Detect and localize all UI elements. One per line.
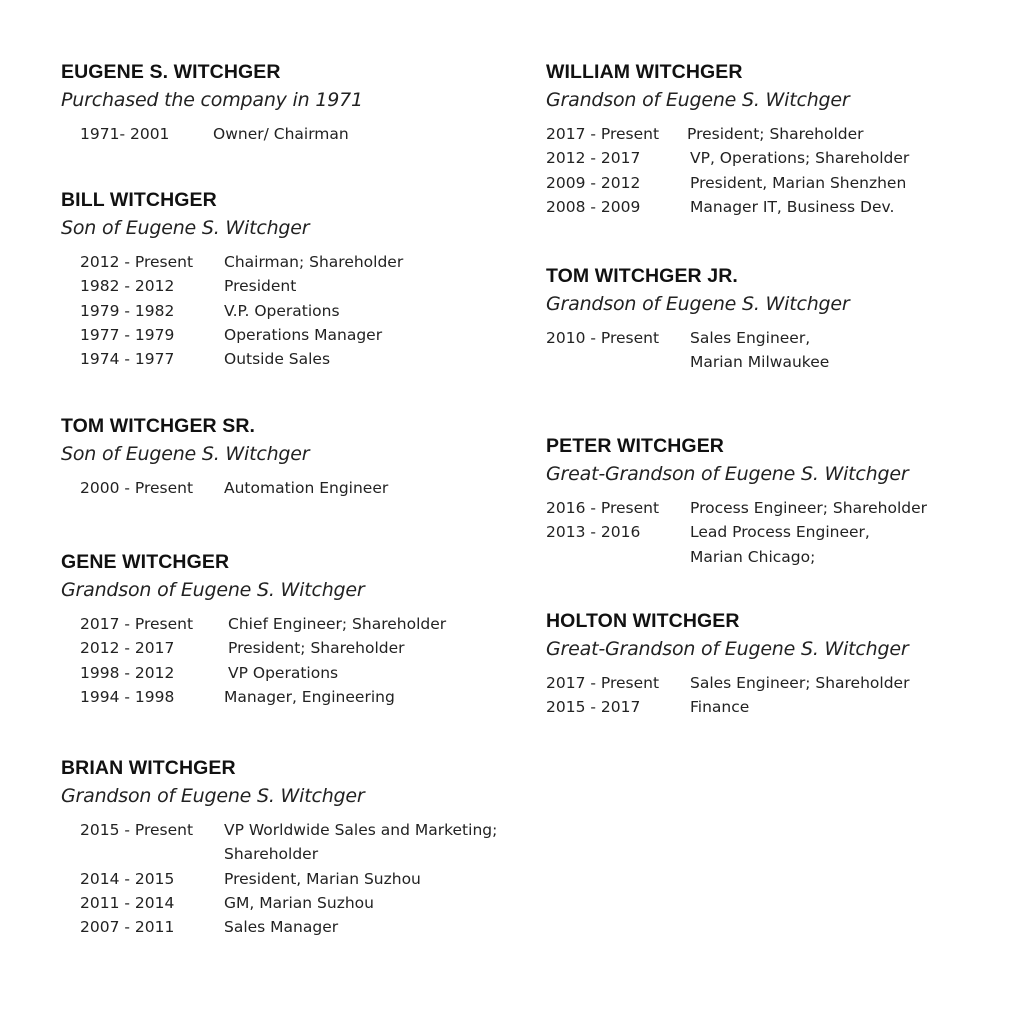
role-row — [546, 171, 1016, 195]
role-list — [546, 671, 1016, 720]
role-list — [80, 250, 531, 371]
person-william-witchger — [546, 60, 1016, 219]
role-row — [546, 496, 1016, 520]
role-title-continuation: Marian Milwaukee — [690, 353, 830, 372]
role-row — [80, 818, 531, 842]
person-relation: Great-Grandson of Eugene S. Witchger — [546, 463, 909, 485]
role-title: Owner/ Chairman — [213, 125, 349, 143]
person-holton-witchger — [546, 609, 1016, 720]
role-list — [80, 476, 531, 500]
role-title: Chairman; Shareholder — [224, 253, 404, 271]
person-bill-witchger — [61, 188, 531, 371]
role-row — [80, 299, 531, 323]
person-name: BRIAN WITCHGER — [61, 757, 236, 779]
role-row — [80, 250, 531, 274]
role-title: VP, Operations; Shareholder — [690, 149, 910, 168]
role-years: 1982 - 2012 — [80, 277, 175, 296]
role-years: 1998 - 2012 — [80, 663, 175, 682]
person-relation: Grandson of Eugene S. Witchger — [546, 293, 850, 315]
role-title: V.P. Operations — [224, 301, 340, 320]
role-title: President, Marian Shenzhen — [690, 173, 907, 192]
person-name: TOM WITCHGER JR. — [546, 265, 738, 287]
person-relation: Purchased the company in 1971 — [61, 89, 363, 111]
role-title: President; Shareholder — [687, 125, 864, 143]
role-title: President — [224, 277, 297, 296]
role-years: 2008 - 2009 — [546, 197, 641, 216]
role-row — [80, 891, 531, 915]
role-row — [546, 671, 1016, 695]
role-title: Sales Manager — [224, 918, 339, 937]
role-row — [80, 867, 531, 891]
right-column — [546, 0, 1016, 1030]
role-years: 1974 - 1977 — [80, 350, 175, 369]
role-years: 2007 - 2011 — [80, 918, 175, 937]
person-name: GENE WITCHGER — [61, 551, 230, 573]
role-row — [80, 274, 531, 298]
role-title: Lead Process Engineer, — [690, 523, 870, 542]
person-eugene-s-witchger — [61, 60, 531, 146]
person-relation: Grandson of Eugene S. Witchger — [546, 89, 850, 111]
role-years: 2015 - 2017 — [546, 698, 641, 717]
spacer — [546, 350, 690, 374]
role-list — [80, 612, 531, 709]
role-row — [546, 520, 1016, 544]
role-list — [80, 818, 531, 939]
person-name: BILL WITCHGER — [61, 189, 217, 211]
role-row — [80, 685, 531, 709]
person-name: WILLIAM WITCHGER — [546, 61, 743, 83]
role-title: Manager IT, Business Dev. — [690, 197, 895, 216]
role-title: VP Operations — [228, 663, 339, 682]
role-row — [80, 636, 531, 660]
role-years: 2000 - Present — [80, 479, 194, 497]
role-years: 2012 - Present — [80, 253, 194, 271]
role-row — [80, 915, 531, 939]
role-row — [80, 347, 531, 371]
role-title: Outside Sales — [224, 350, 331, 369]
role-title: Finance — [690, 698, 750, 717]
person-relation: Great-Grandson of Eugene S. Witchger — [546, 638, 909, 660]
role-continuation — [80, 842, 531, 866]
role-list — [546, 496, 1016, 569]
role-title: Operations Manager — [224, 325, 383, 344]
person-name: HOLTON WITCHGER — [546, 610, 740, 632]
role-title: Manager, Engineering — [224, 687, 395, 706]
role-title: Chief Engineer; Shareholder — [228, 615, 447, 633]
role-years: 2014 - 2015 — [80, 869, 175, 888]
role-title: VP Worldwide Sales and Marketing; — [224, 821, 498, 839]
person-peter-witchger — [546, 434, 1016, 569]
person-relation: Son of Eugene S. Witchger — [61, 443, 310, 465]
role-title: President, Marian Suzhou — [224, 869, 421, 888]
role-title: Automation Engineer — [224, 479, 389, 497]
role-title-continuation: Shareholder — [224, 845, 319, 864]
role-row — [546, 326, 1016, 350]
person-name: PETER WITCHGER — [546, 435, 724, 457]
role-years: 2017 - Present — [80, 615, 194, 633]
role-list — [546, 122, 1016, 219]
role-row — [80, 612, 531, 636]
role-list — [80, 122, 531, 146]
person-name: TOM WITCHGER SR. — [61, 415, 256, 437]
role-years: 2009 - 2012 — [546, 173, 641, 192]
role-years: 2017 - Present — [546, 125, 660, 143]
person-gene-witchger — [61, 550, 531, 709]
role-row — [80, 476, 531, 500]
role-row — [546, 695, 1016, 719]
role-title: President; Shareholder — [228, 639, 405, 658]
role-continuation — [546, 545, 1016, 569]
person-relation: Son of Eugene S. Witchger — [61, 217, 310, 239]
person-tom-witchger-jr — [546, 264, 1016, 375]
left-column — [61, 0, 531, 1030]
role-years: 2012 - 2017 — [80, 639, 175, 658]
person-tom-witchger-sr — [61, 414, 531, 500]
role-years: 2011 - 2014 — [80, 893, 175, 912]
role-years: 1971- 2001 — [80, 125, 170, 143]
role-years: 2012 - 2017 — [546, 149, 641, 168]
person-name: EUGENE S. WITCHGER — [61, 61, 281, 83]
role-years: 1979 - 1982 — [80, 301, 175, 320]
role-title: GM, Marian Suzhou — [224, 893, 374, 912]
role-list — [546, 326, 1016, 375]
role-row — [546, 195, 1016, 219]
role-row — [546, 146, 1016, 170]
spacer — [546, 545, 690, 569]
role-years: 1977 - 1979 — [80, 325, 175, 344]
role-continuation — [546, 350, 1016, 374]
role-row — [546, 122, 1016, 146]
spacer — [80, 842, 224, 866]
role-years: 2017 - Present — [546, 674, 660, 692]
role-years: 1994 - 1998 — [80, 687, 175, 706]
role-row — [80, 323, 531, 347]
role-title-continuation: Marian Chicago; — [690, 547, 816, 566]
role-row — [80, 122, 531, 146]
role-row — [80, 661, 531, 685]
role-title: Process Engineer; Shareholder — [690, 499, 927, 517]
person-brian-witchger — [61, 756, 531, 939]
role-title: Sales Engineer, — [690, 329, 811, 347]
role-years: 2010 - Present — [546, 329, 660, 347]
role-title: Sales Engineer; Shareholder — [690, 674, 910, 692]
person-relation: Grandson of Eugene S. Witchger — [61, 579, 365, 601]
role-years: 2013 - 2016 — [546, 523, 641, 542]
role-years: 2016 - Present — [546, 499, 660, 517]
role-years: 2015 - Present — [80, 821, 194, 839]
person-relation: Grandson of Eugene S. Witchger — [61, 785, 365, 807]
